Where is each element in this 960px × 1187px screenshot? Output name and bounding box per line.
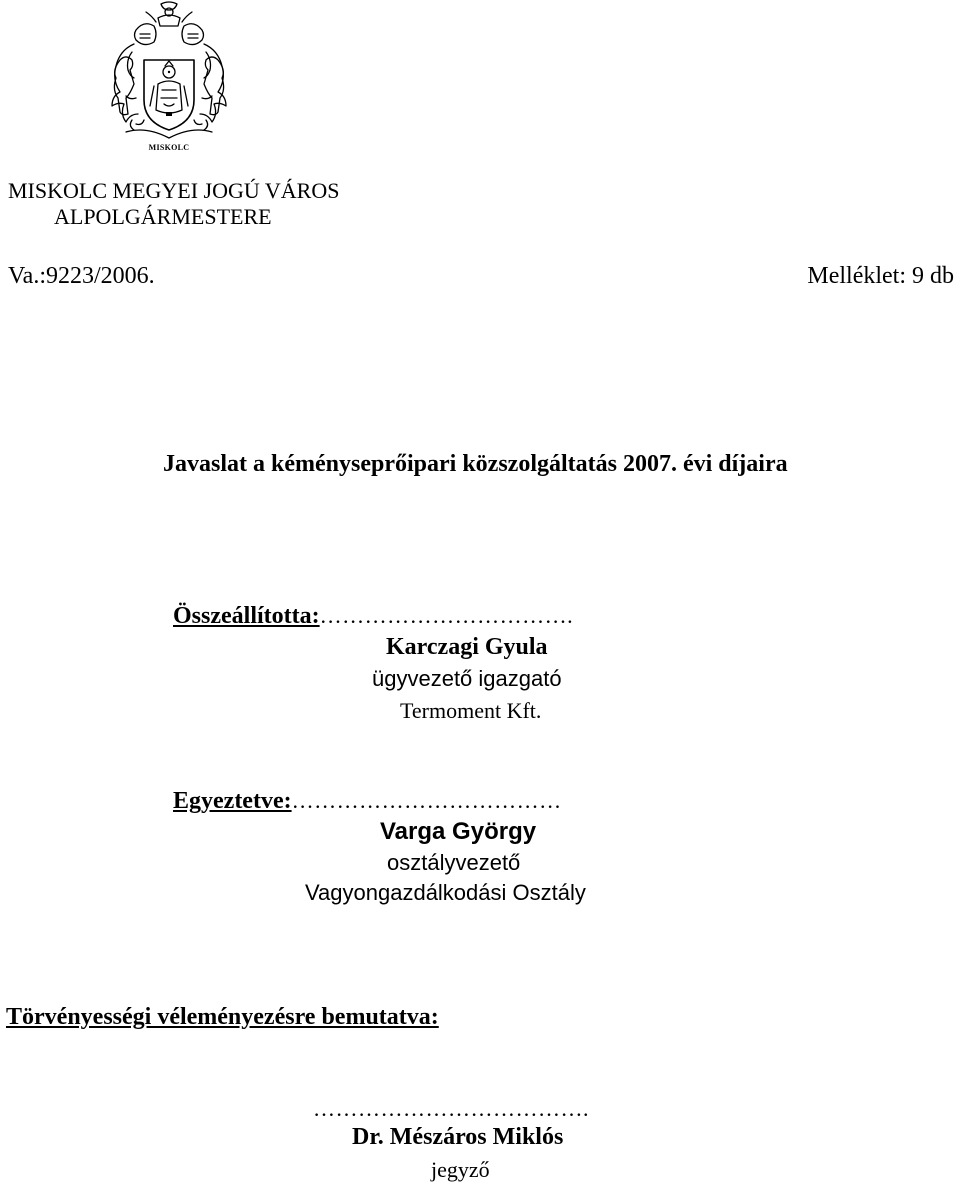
agreed-signature-line: ………………………………	[291, 788, 562, 813]
attachment-count: Melléklet: 9 db	[807, 263, 954, 289]
crest-caption: MISKOLC	[148, 143, 190, 152]
agreed-label: Egyeztetve:	[173, 788, 292, 814]
issuer-line-2: ALPOLGÁRMESTERE	[54, 204, 272, 229]
compiled-by-name: Karczagi Gyula	[386, 634, 548, 660]
agreed-row	[173, 788, 562, 815]
agreed-organization: Vagyongazdálkodási Osztály	[305, 880, 586, 905]
issuer-line-1: MISKOLC MEGYEI JOGÚ VÁROS	[8, 178, 340, 203]
compiled-by-role: ügyvezető igazgató	[372, 666, 562, 691]
legal-review-name: Dr. Mészáros Miklós	[352, 1124, 564, 1150]
legal-review-signature-line: ……………………………….	[313, 1096, 589, 1121]
compiled-by-row	[173, 603, 573, 630]
compiled-by-label: Összeállította:	[173, 603, 320, 629]
compiled-by-signature-line: …………………………….	[319, 603, 574, 628]
compiled-by-organization: Termoment Kft.	[400, 698, 542, 723]
reference-number: Va.:9223/2006.	[8, 263, 155, 289]
legal-review-label: Törvényességi véleményezésre bemutatva:	[6, 1004, 439, 1030]
document-title: Javaslat a kéményseprőipari közszolgáltatás 2007. évi díjaira	[163, 451, 788, 477]
agreed-role: osztályvezető	[387, 850, 521, 875]
miskolc-coat-of-arms-logo	[106, 0, 232, 155]
agreed-name: Varga György	[380, 818, 537, 845]
legal-review-role: jegyző	[431, 1157, 490, 1182]
